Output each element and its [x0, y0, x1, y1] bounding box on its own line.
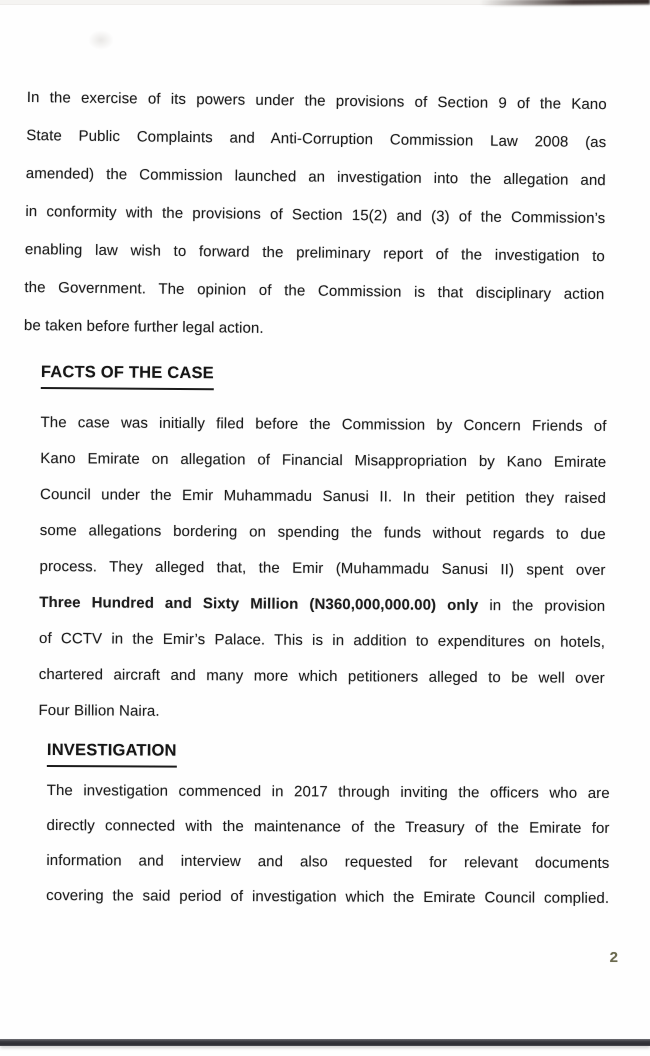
paragraph-line: chartered aircraft and many more which petitioners alleged to be well over [38, 665, 605, 687]
section-heading-facts [41, 359, 607, 393]
paragraph-line: covering the said period of investigation which the Emirate Council complied. [46, 886, 610, 907]
paragraph-line: in conformity with the provisions of Section 15(2) and (3) of the Commission’s [25, 202, 606, 228]
amount-trailing-text: in the provision [478, 597, 606, 615]
scan-bottom-edge [0, 1039, 650, 1046]
paragraph-line-amount [39, 585, 605, 625]
section-heading-facts-label: FACTS OF THE CASE [41, 359, 214, 390]
section-facts-of-the-case [38, 359, 607, 733]
paragraph-line: Four Billion Naira. [38, 701, 160, 720]
paragraph-line: amended) the Commission launched an investigation into the allegation and [25, 164, 606, 190]
amount-bold-text: Three Hundred and Sixty Million (N360,000,000.00) only [39, 593, 479, 615]
paragraph-line: of CCTV in the Emir’s Palace. This is in addition to expenditures on hotels, [38, 629, 606, 651]
paragraph-line: directly connected with the maintenance of the Treasury of the Emirate for [46, 816, 610, 837]
paragraph-intro [24, 79, 607, 352]
paragraph-line: The case was initially filed before the Commission by Concern Friends of [40, 413, 607, 435]
paragraph-line: process. They alleged that, the Emir (Muhammadu Sanusi II) spent over [39, 557, 606, 579]
paragraph-facts [38, 405, 606, 733]
paragraph-line: In the exercise of its powers under the provisions of Section 9 of the Kano [26, 88, 607, 114]
paragraph-line: Council under the Emir Muhammadu Sanusi II. In their petition they raised [39, 485, 607, 507]
paragraph-line: some allegations bordering on spending the funds without regards to due [39, 521, 606, 543]
paragraph-line: Kano Emirate on allegation of Financial Misappropriation by Kano Emirate [40, 449, 607, 471]
section-heading-investigation [47, 737, 610, 770]
paragraph-line: the Government. The opinion of the Commission is that disciplinary action [24, 278, 605, 304]
paragraph-line: information and interview and also requested for relevant documents [46, 851, 610, 872]
scan-smudge [88, 30, 114, 50]
paragraph-line: The investigation commenced in 2017 through inviting the officers who are [46, 781, 610, 802]
page-number: 2 [609, 949, 618, 966]
paragraph-line: be taken before further legal action. [23, 316, 264, 337]
paragraph-line: enabling law wish to forward the preliminary report of the investigation to [24, 240, 605, 266]
section-heading-investigation-label: INVESTIGATION [47, 737, 177, 768]
section-investigation [46, 737, 610, 916]
paragraph-investigation [46, 773, 610, 916]
paragraph-line: State Public Complaints and Anti-Corruption Commission Law 2008 (as [26, 126, 607, 152]
